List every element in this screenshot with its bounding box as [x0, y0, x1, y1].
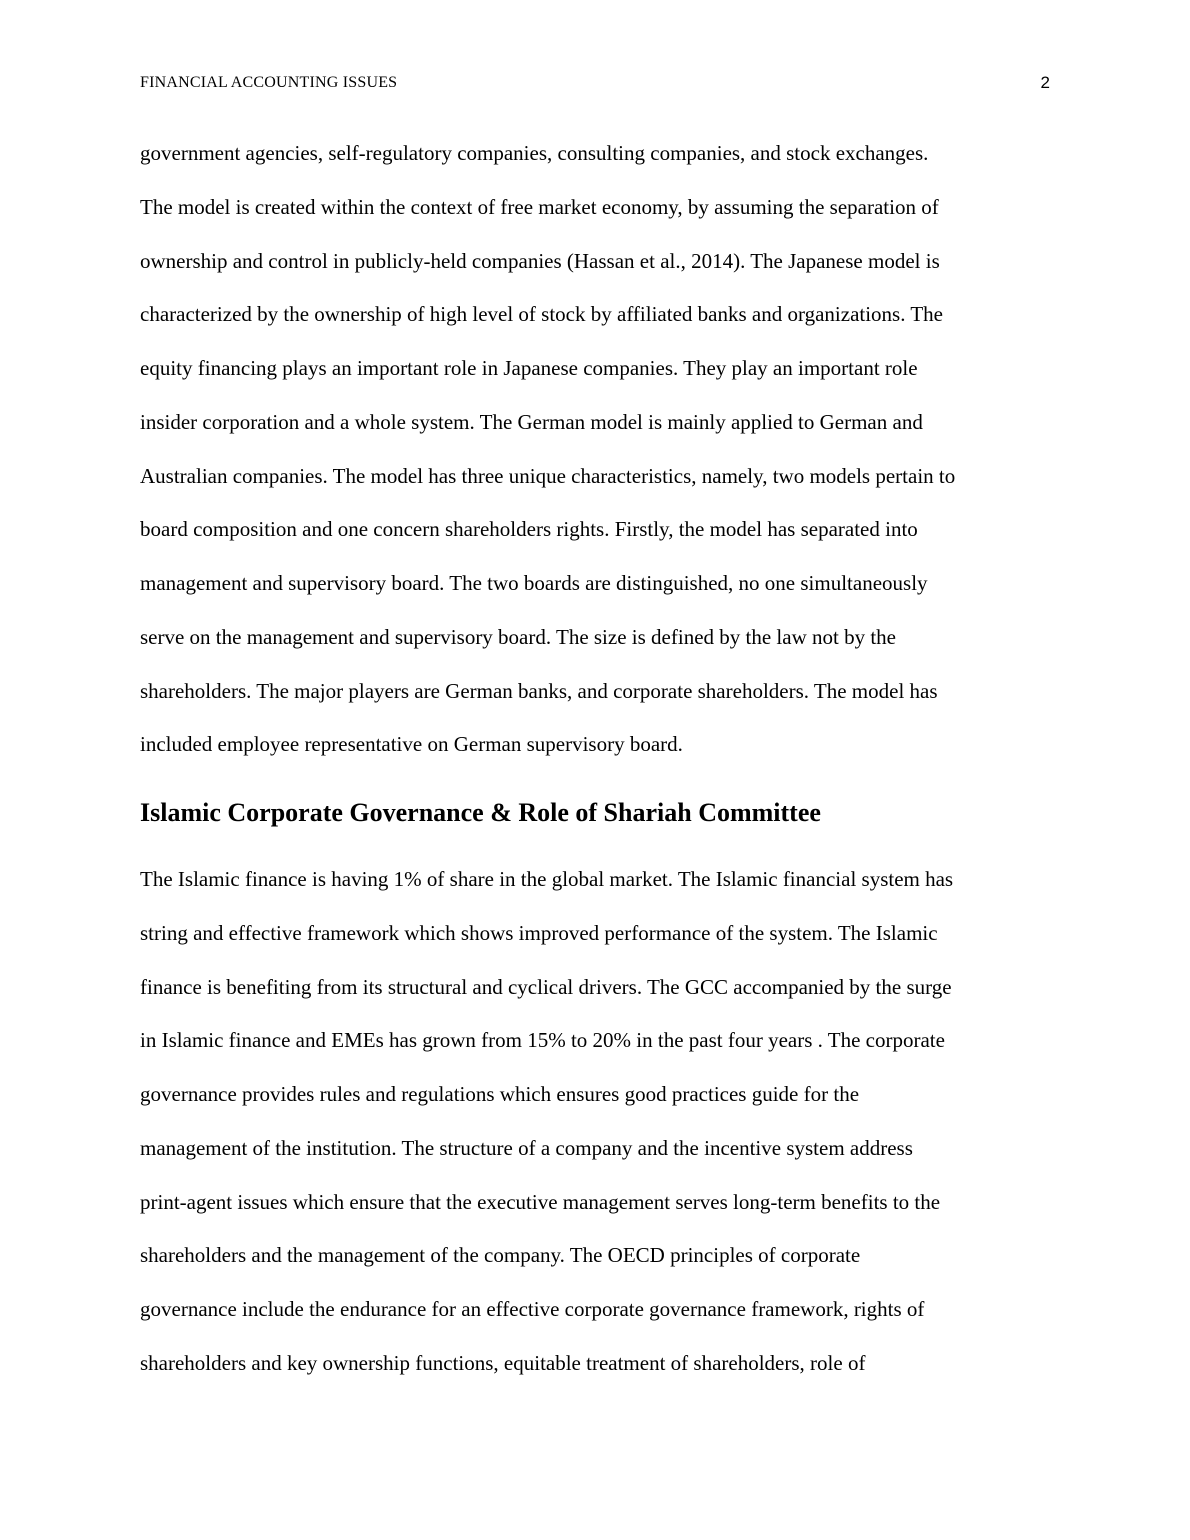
text-line: Australian companies. The model has three unique characteristics, namely, two models pertain to — [140, 463, 956, 488]
text-line: shareholders and key ownership functions, equitable treatment of shareholders, role of — [140, 1350, 866, 1375]
text-line: equity financing plays an important role in Japanese companies. They play an important role — [140, 356, 918, 380]
text-line: in Islamic finance and EMEs has grown from 15% to 20% in the past four years . The corporate — [140, 1028, 945, 1053]
text-line: The Islamic finance is having 1% of share in the global market. The Islamic financial system has — [140, 867, 954, 891]
text-line: serve on the management and supervisory board. The size is defined by the law not by the — [140, 624, 896, 649]
text-line: shareholders. The major players are German banks, and corporate shareholders. The model has — [140, 678, 938, 703]
paragraph-1 — [140, 127, 1060, 772]
text-line: government agencies, self-regulatory companies, consulting companies, and stock exchanges. — [140, 141, 929, 165]
text-line: management of the institution. The structure of a company and the incentive system address — [140, 1135, 913, 1160]
text-line: governance provides rules and regulations which ensures good practices guide for the — [140, 1082, 860, 1106]
text-line: included employee representative on German supervisory board. — [140, 732, 683, 757]
text-line: characterized by the ownership of high level of stock by affiliated banks and organizations. The — [140, 302, 943, 327]
text-line: print-agent issues which ensure that the executive management serves long-term benefits to the — [140, 1189, 941, 1214]
text-line: finance is benefiting from its structural and cyclical drivers. The GCC accompanied by the surge — [140, 974, 952, 999]
text-line: The model is created within the context of free market economy, by assuming the separation of — [140, 194, 939, 219]
section-heading: Islamic Corporate Governance & Role of Shariah Committee — [140, 798, 821, 827]
page-number: 2 — [1040, 73, 1050, 92]
paragraph-2 — [140, 853, 1060, 1391]
text-line: shareholders and the management of the company. The OECD principles of corporate — [140, 1243, 861, 1268]
text-line: string and effective framework which shows improved performance of the system. The Islamic — [140, 920, 938, 945]
text-line: management and supervisory board. The two boards are distinguished, no one simultaneously — [140, 571, 928, 595]
running-head: FINANCIAL ACCOUNTING ISSUES — [140, 74, 398, 91]
text-line: ownership and control in publicly-held companies (Hassan et al., 2014). The Japanese model is — [140, 248, 940, 273]
text-line: governance include the endurance for an effective corporate governance framework, rights of — [140, 1297, 925, 1321]
text-line: insider corporation and a whole system. The German model is mainly applied to German and — [140, 409, 923, 434]
text-line: board composition and one concern shareholders rights. Firstly, the model has separated into — [140, 517, 918, 542]
